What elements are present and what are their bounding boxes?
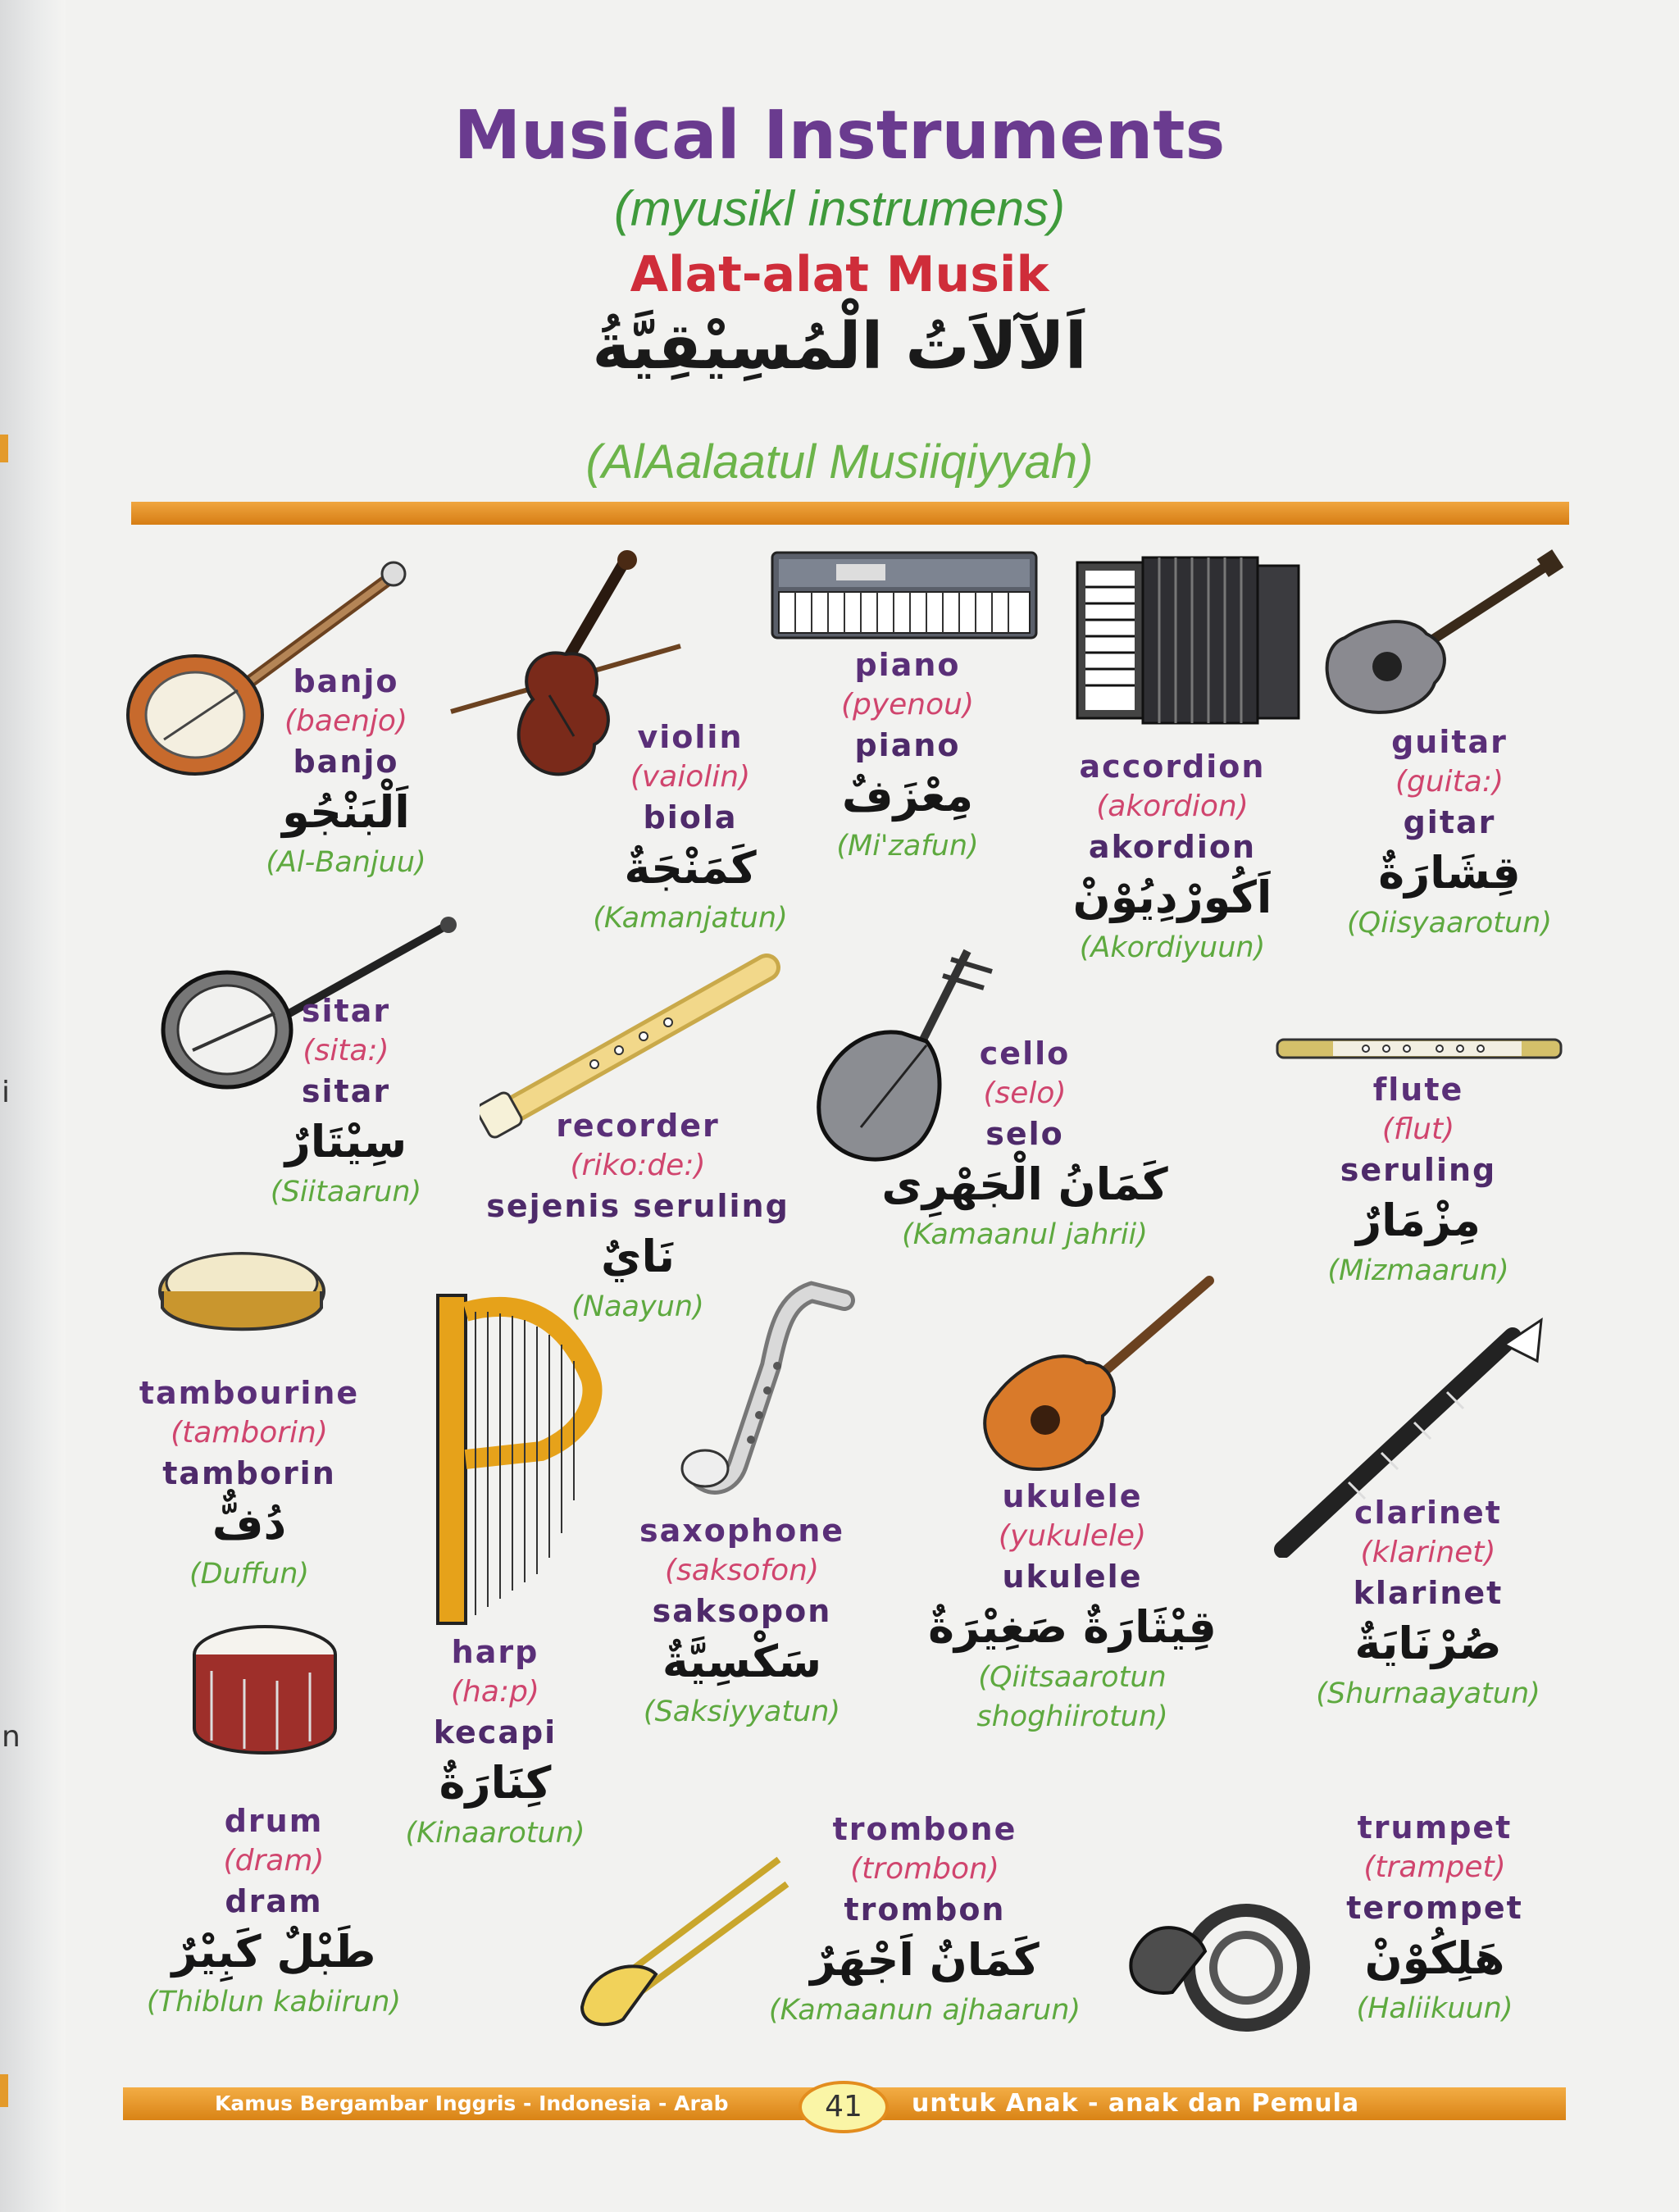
arabic-word: دُفٌّ	[212, 1498, 287, 1550]
pronunciation: (vaiolin)	[630, 760, 751, 794]
footer-audience: untuk Anak - anak dan Pemula	[912, 2089, 1360, 2118]
spine-marker	[0, 2074, 8, 2107]
indonesian-word: sitar	[301, 1073, 391, 1109]
entry-banjo	[266, 661, 425, 882]
pronunciation: (trampet)	[1363, 1850, 1506, 1884]
english-word: tambourine	[139, 1375, 360, 1411]
pronunciation: (guita:)	[1395, 765, 1504, 799]
page-number: 41	[799, 2081, 889, 2133]
entry-ukulele	[928, 1476, 1217, 1736]
transliteration: (Shurnaayatun)	[1316, 1677, 1540, 1710]
tambourine-illustration	[156, 1246, 328, 1345]
indonesian-word: terompet	[1346, 1890, 1523, 1926]
trumpet-illustration	[1123, 1894, 1328, 2041]
indonesian-word: ukulele	[1002, 1559, 1143, 1595]
title-pronunciation: (myusikl instrumens)	[613, 181, 1066, 236]
arabic-word: كَمَانٌ اَجْهَرٌ	[810, 1934, 1040, 1986]
entry-flute	[1327, 1069, 1508, 1290]
title-indonesian: Alat-alat Musik	[630, 246, 1049, 303]
english-word: trumpet	[1357, 1809, 1513, 1846]
pronunciation: (riko:de:)	[570, 1149, 706, 1182]
page-title: Musical Instruments	[453, 97, 1226, 175]
english-word: flute	[1372, 1072, 1464, 1108]
pronunciation: (baenjo)	[284, 704, 407, 738]
arabic-word: كَمَانُ الْجَهْرِى	[881, 1158, 1168, 1210]
indonesian-word: banjo	[293, 744, 399, 780]
indonesian-word: klarinet	[1353, 1575, 1504, 1611]
title-transliteration: (AlAalaatul Musiiqiyyah)	[585, 435, 1094, 489]
pronunciation: (sita:)	[303, 1034, 389, 1067]
indonesian-word: gitar	[1403, 804, 1496, 840]
entry-tambourine	[139, 1372, 359, 1594]
arabic-word: صُرْنَايَةٌ	[1354, 1618, 1502, 1669]
english-word: recorder	[556, 1108, 720, 1144]
ukulele-illustration	[971, 1264, 1217, 1477]
arabic-word: قِيْثَارَةٌ صَغِيْرَةٌ	[928, 1601, 1217, 1653]
edge-letter: i	[2, 1076, 11, 1109]
arabic-word: اَلْبَنْجُو	[282, 786, 410, 838]
guitar-illustration	[1312, 548, 1566, 720]
edge-letter: n	[2, 1720, 20, 1754]
pronunciation: (pyenou)	[840, 688, 975, 721]
trombone-illustration	[566, 1843, 795, 2032]
english-word: drum	[224, 1803, 324, 1839]
header-divider	[131, 502, 1569, 525]
transliteration: (Kinaarotun)	[405, 1817, 585, 1850]
transliteration: (Haliikuun)	[1356, 1992, 1513, 2025]
transliteration: (Qiisyaarotun)	[1346, 907, 1553, 940]
pronunciation: (yukulele)	[998, 1519, 1147, 1553]
arabic-word: اَكُورْدِيُوْنْ	[1072, 872, 1272, 923]
entry-violin	[593, 717, 787, 938]
english-word: sitar	[301, 993, 391, 1029]
piano-illustration	[771, 551, 1038, 641]
transliteration: (Saksiyyatun)	[643, 1695, 841, 1728]
english-word: piano	[854, 647, 961, 683]
english-word: banjo	[293, 663, 399, 699]
transliteration: (Al-Banjuu)	[266, 846, 426, 879]
english-word: accordion	[1079, 749, 1266, 785]
arabic-word: هَلِكُوْنْ	[1364, 1932, 1505, 1984]
accordion-illustration	[1074, 554, 1304, 726]
transliteration: (Kamaanun ajhaarun)	[768, 1994, 1081, 2027]
entry-recorder	[486, 1105, 789, 1327]
entry-trombone	[769, 1809, 1081, 2030]
arabic-word: كِنَارَةٌ	[439, 1757, 552, 1809]
arabic-word: نَايٌ	[600, 1231, 676, 1282]
english-word: trombone	[832, 1811, 1017, 1847]
indonesian-word: seruling	[1340, 1152, 1497, 1188]
arabic-word: مِزْمَارٌ	[1356, 1195, 1481, 1246]
transliteration-line-2: shoghiirotun)	[976, 1700, 1168, 1733]
transliteration: (Naayun)	[571, 1290, 704, 1323]
pronunciation: (ha:p)	[451, 1675, 539, 1709]
indonesian-word: biola	[643, 799, 738, 835]
indonesian-word: saksopon	[652, 1593, 832, 1629]
transliteration: (Mizmaarun)	[1327, 1254, 1509, 1287]
harp-illustration	[426, 1287, 607, 1632]
indonesian-word: tamborin	[162, 1455, 336, 1491]
entry-clarinet	[1316, 1492, 1540, 1714]
entry-piano	[836, 644, 978, 866]
title-arabic: اَلآلاَتُ الْمُسِيْقِيَّةُ	[592, 310, 1087, 384]
transliteration: (Qiitsaarotun	[978, 1661, 1167, 1694]
pronunciation: (flut)	[1381, 1113, 1455, 1146]
transliteration: (Siitaarun)	[270, 1176, 422, 1208]
entry-sitar	[271, 990, 421, 1212]
entry-drum	[147, 1800, 401, 2022]
drum-illustration	[187, 1622, 343, 1761]
transliteration: (Kamanjatun)	[593, 902, 788, 935]
arabic-word: طَبْلٌ كَبِيْرٌ	[171, 1926, 376, 1978]
pronunciation: (klarinet)	[1360, 1536, 1496, 1569]
english-word: ukulele	[1002, 1478, 1143, 1514]
pronunciation: (selo)	[983, 1076, 1067, 1110]
entry-saxophone	[639, 1510, 844, 1732]
pronunciation: (saksofon)	[664, 1554, 820, 1587]
transliteration: (Duffun)	[189, 1558, 310, 1591]
english-word: harp	[451, 1634, 539, 1670]
english-word: violin	[637, 719, 744, 755]
pronunciation: (tamborin)	[171, 1416, 328, 1450]
entry-harp	[406, 1632, 585, 1853]
pronunciation: (dram)	[223, 1844, 325, 1877]
arabic-word: قِشَارَةٌ	[1378, 847, 1521, 899]
footer-book-title: Kamus Bergambar Inggris - Indonesia - Arab	[215, 2091, 729, 2115]
indonesian-word: kecapi	[433, 1714, 557, 1750]
arabic-word: سَكْسِيَّةٌ	[662, 1636, 822, 1687]
flute-illustration	[1276, 1035, 1563, 1063]
english-word: guitar	[1391, 724, 1508, 760]
arabic-word: سِيْتَارٌ	[284, 1116, 407, 1167]
pronunciation: (akordion)	[1096, 790, 1249, 823]
pronunciation: (trombon)	[850, 1852, 999, 1886]
transliteration: (Thiblun kabiirun)	[146, 1986, 402, 2019]
indonesian-word: trombon	[844, 1891, 1006, 1928]
indonesian-word: akordion	[1088, 829, 1257, 865]
indonesian-word: selo	[985, 1116, 1064, 1152]
indonesian-word: dram	[225, 1883, 323, 1919]
transliteration: (Mi'zafun)	[836, 830, 979, 862]
arabic-word: كَمَنْجَةٌ	[624, 842, 757, 894]
indonesian-word: sejenis seruling	[486, 1188, 789, 1224]
entry-trumpet	[1346, 1807, 1523, 2028]
english-word: clarinet	[1354, 1495, 1502, 1531]
english-word: saxophone	[639, 1513, 845, 1549]
arabic-word: مِعْزَفٌ	[841, 770, 974, 822]
transliteration: (Kamaanul jahrii)	[902, 1218, 1148, 1251]
entry-cello	[881, 1033, 1167, 1254]
entry-guitar	[1347, 721, 1552, 943]
english-word: cello	[979, 1035, 1071, 1072]
indonesian-word: piano	[854, 727, 961, 763]
entry-accordion	[1073, 746, 1272, 967]
transliteration: (Akordiyuun)	[1079, 931, 1266, 964]
